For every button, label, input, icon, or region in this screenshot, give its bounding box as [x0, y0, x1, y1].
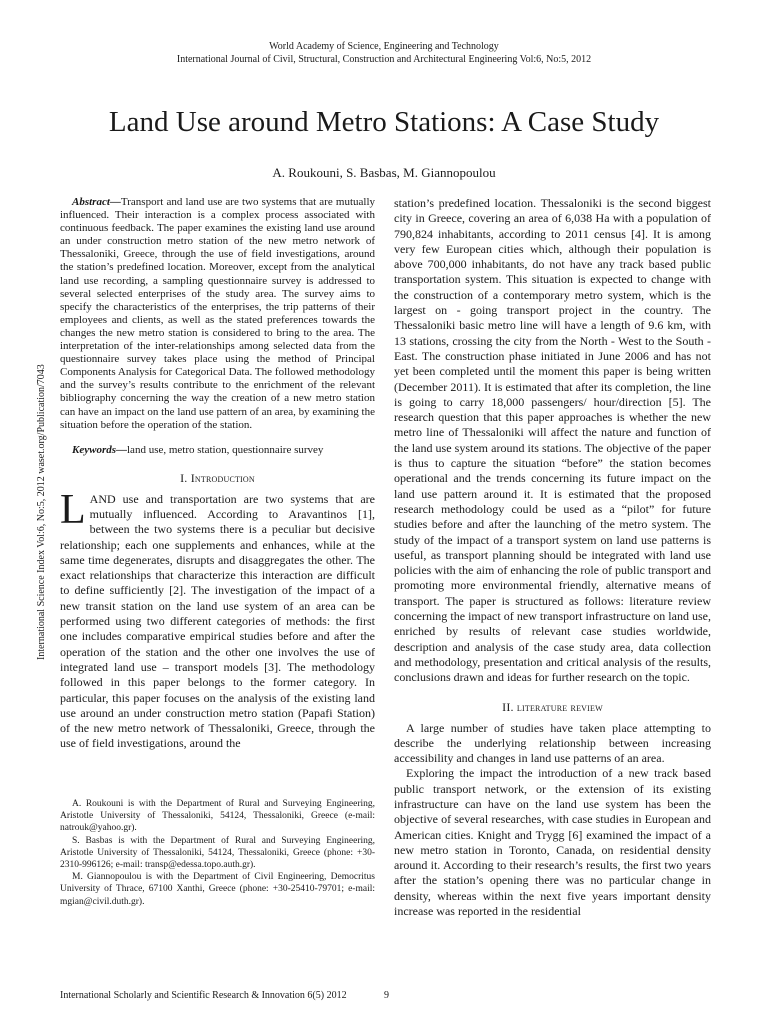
- side-margin-label: International Science Index Vol:6, No:5, 2012 waset.org/Publication/7043: [36, 364, 47, 660]
- abstract-label: Abstract: [72, 196, 110, 208]
- keywords: [60, 444, 375, 457]
- section-2-numeral: II.: [502, 699, 517, 714]
- section-heading-literature-review: [394, 700, 711, 715]
- abstract: [60, 196, 375, 432]
- keywords-text: land use, metro station, questionnaire survey: [127, 443, 324, 456]
- author-footnotes: [60, 798, 375, 908]
- drop-cap: L: [60, 486, 86, 533]
- footnote-giannopoulou: M. Giannopoulou is with the Department of Civil Engineering, Democritus University of Thrace, 67100 Xanthi, Greece (phone: +30-25410-79701; e-mail: mgian@civil.duth.gr).: [60, 872, 375, 907]
- introduction-paragraph: [60, 486, 375, 752]
- abstract-dash: —: [109, 196, 121, 208]
- section-2-title: literature review: [516, 699, 603, 714]
- literature-paragraph-1: A large number of studies have taken place attempting to describe the underlying relationship between increasing accessibility and changes in land use patterns of an area.: [394, 720, 711, 766]
- header-line-1: World Academy of Science, Engineering and Technology: [269, 41, 499, 52]
- journal-header: [0, 40, 768, 66]
- section-1-numeral: I. I: [180, 470, 195, 485]
- page-footer: [60, 990, 389, 1002]
- footer-text: International Scholarly and Scientific Research & Innovation 6(5) 2012: [60, 990, 347, 1001]
- section-1-title: ntroduction: [194, 470, 255, 485]
- footnote-basbas: S. Basbas is with the Department of Rural and Surveying Engineering, Aristotle University of Thessaloniki, 54124, Thessaloniki, Greece (phone: +30-2310-996126; e-mail: transp@edessa.topo.auth.gr).: [60, 835, 375, 871]
- right-column: [394, 196, 711, 996]
- header-line-2: International Journal of Civil, Structural, Construction and Architectural Engineering Vol:6, No:5, 2012: [176, 54, 592, 65]
- section-heading-introduction: [60, 471, 375, 486]
- introduction-continuation: station’s predefined location. Thessaloniki is the second biggest city in Greece, covering an area of 6,038 Ha with a population of 790,824 inhabitants, according to 2011 census [4]. It is among very few European cities which, although their population is above 700,000 inhabitants, do not have any track based public transportation system. This situation is expected to change with the construction of a contemporary metro system, which is the largest on - going transport project in the country. The Thessaloniki basic metro line will have a length of 9.6 km, with 13 stations, crossing the city from the North - West to the South - East. The construction phase initiated in June 2006 and has not yet been completed until the moment this paper is being written (December 2011). It is estimated that after its completion, the line is going to carry 18,000 passengers/ hour/direction [5]. The research question that this paper approaches is whether the new metro line of Thessaloniki will affect the nature and function of the land use system around its stations. The objective of the paper is thus to capture the situation “before” the station becomes operational and the trends concerning its future impact on the land use pattern around it. It is estimated that the proposed research methodology could be used as a “pilot” for future studies before and after the launching of the metro system. The study of the impact of a transport system on land use patterns is useful, as transport planning should be integrated with land use policies with the aim of enhancing the role of public transport and promoting more environmental friendly, alternative means of transport. The paper is structured as follows: literature review concerning the impact of new transport infrastructure on land use, enriched by results of relevant case studies worldwide, description and analysis of the case study area, data collection and methodology, presentation and critical analysis of the results, conclusions drawn and ideas for further research on the topic.: [394, 196, 711, 685]
- keywords-dash: —: [116, 443, 127, 456]
- introduction-text: AND use and transportation are two systems that are mutually influenced. According to Aravantinos [1], between the two systems there is a peculiar but decisive relationship; each one supplements and enhances, while at the same time degenerates, disrupts and disaggregates the other. The exact relationships that characterize this interaction are difficult to define sufficiently [2]. The investigation of the impact of a new transit station on the land use system of an area can be performed using two different categories of methods: the first one includes comparative empirical studies before and after the operation of the station and the other one involves the use of integrated land use – transport models [3]. The methodology followed in this paper belongs to the former category. In particular, this paper focuses on the analysis of the existing land use around an under construction metro station (Papafi Station) of the new metro network of Thessaloniki, Greece, through the use of field investigations, around the: [60, 491, 375, 751]
- literature-paragraph-2: Exploring the impact the introduction of a new track based public transport network, or the extension of its existing infrastructure can have on the land use system has been the objective of several researches, with case studies in European and American cities. Knight and Trygg [6] examined the impact of a new metro station in Toronto, Canada, on residential density around it. According to their research’s results, the first two years after the station’s opening there was no particular change in density, whereas within the next five years important density increase was reported in the residential: [394, 766, 711, 919]
- footnote-roukouni: A. Roukouni is with the Department of Rural and Surveying Engineering, Aristotle University of Thessaloniki, 54124, Thessaloniki, Greece (e-mail: natrouk@yahoo.gr).: [60, 799, 375, 834]
- abstract-text: Transport and land use are two systems that are mutually influenced. Their interaction is a complex process associated with continuous feedback. The paper examines the existing land use around an under construction metro station of the new metro network of Thessaloniki, Greece, through the use of field investigations, around the station’s predefined location. Moreover, except from the analytical land use recording, a sampling questionnaire survey is addressed to several selected enterprises of the study area. The survey aims to specify the characteristics of the enterprises, the trip patterns of their employees and clients, as well as the stated preferences towards the changes the new metro station is considered to bring to the area. The interpretation of the inter-relationships among selected data from the questionnaire survey takes place using the method of Principal Components Analysis for Categorical Data. The followed methodology and the survey’s results contribute to the enrichment of the relevant bibliography concerning the way the creation of a new metro station can have an impact on the land use pattern of an area, by examining the situation before the operation of the station.: [60, 196, 375, 431]
- paper-authors: A. Roukouni, S. Basbas, M. Giannopoulou: [272, 165, 496, 180]
- left-column: [60, 196, 375, 806]
- keywords-label: Keywords: [72, 443, 116, 456]
- paper-title: Land Use around Metro Stations: A Case Study: [108, 106, 660, 138]
- page-number: 9: [384, 990, 389, 1001]
